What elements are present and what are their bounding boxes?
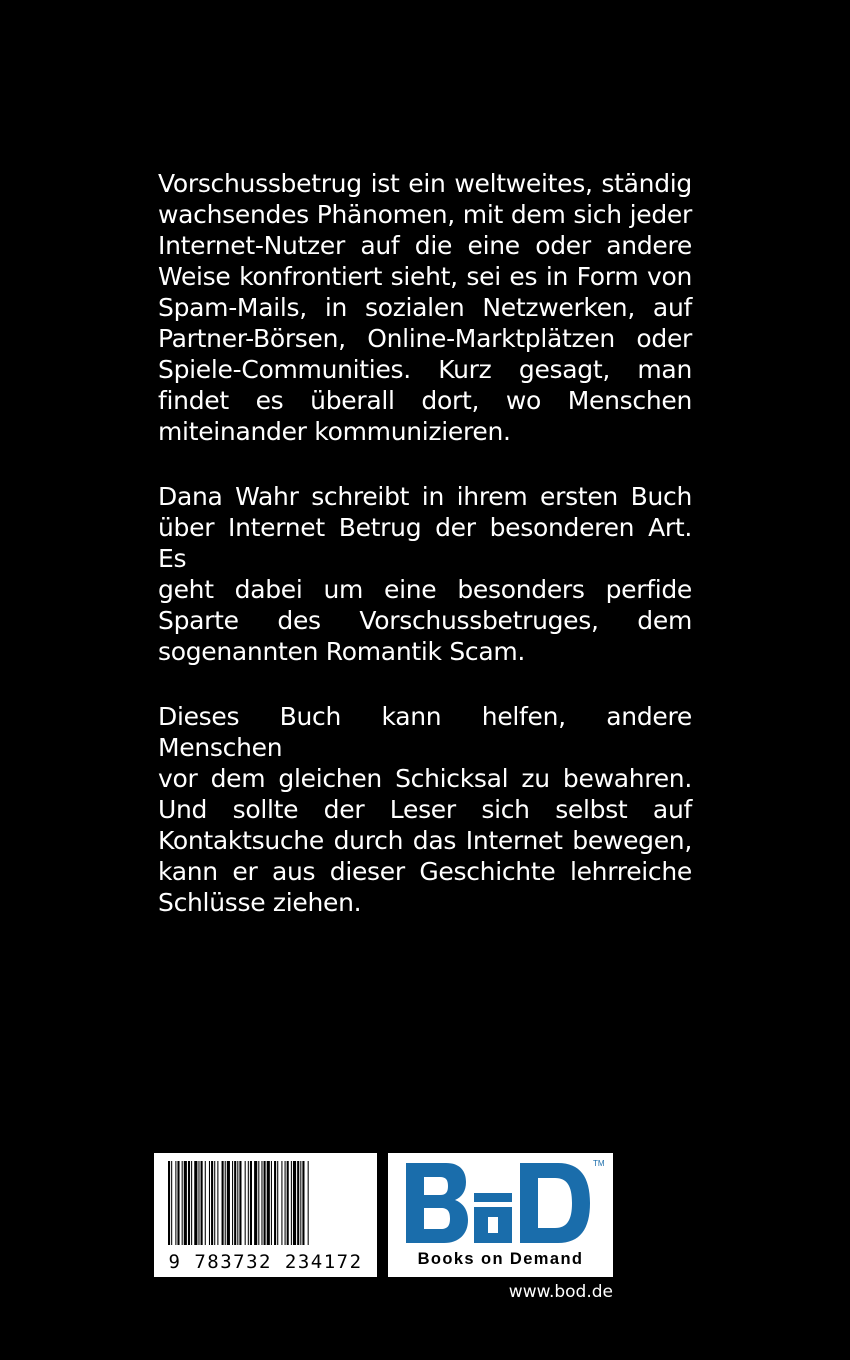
barcode-bar: [191, 1161, 192, 1245]
barcode-digits: 9 783732 234172: [168, 1251, 363, 1273]
blurb-line: Schlüsse ziehen.: [158, 888, 362, 917]
bod-logo-icon: [402, 1161, 594, 1245]
blurb-line: geht dabei um eine besonders perfide: [158, 575, 692, 604]
blurb-line: Dieses Buch kann helfen, andere Menschen: [158, 702, 692, 762]
blurb-paragraph-1: [158, 168, 692, 447]
blurb-paragraph-3: [158, 701, 692, 918]
barcode-bar: [274, 1161, 276, 1245]
trademark-mark: TM: [593, 1159, 605, 1168]
barcode-bar: [267, 1161, 270, 1245]
barcode-bar: [293, 1161, 296, 1245]
barcode-bar: [188, 1161, 190, 1245]
blurb-line: Internet-Nutzer auf die eine oder andere: [158, 231, 692, 260]
barcode-bar: [308, 1161, 309, 1245]
barcode-bar: [245, 1161, 246, 1245]
barcode-bar: [277, 1161, 278, 1245]
barcode-bar: [291, 1161, 292, 1245]
blurb-line: kann er aus dieser Geschichte lehrreiche: [158, 857, 692, 886]
blurb-line: Vorschussbetrug ist ein weltweites, ständig: [158, 169, 692, 198]
barcode-bar: [209, 1161, 210, 1245]
blurb-line: über Internet Betrug der besonderen Art. Es: [158, 513, 692, 573]
barcode-bar: [214, 1161, 215, 1245]
barcode-bar: [194, 1161, 197, 1245]
barcode-bar: [232, 1161, 233, 1245]
barcode-bar: [225, 1161, 226, 1245]
barcode-bar: [168, 1161, 170, 1245]
barcode-bar: [271, 1161, 272, 1245]
barcode-bar: [211, 1161, 213, 1245]
publisher-tagline: Books on Demand: [417, 1250, 584, 1268]
blurb-line: sogenannten Romantik Scam.: [158, 637, 526, 666]
barcode-bar: [250, 1161, 252, 1245]
barcode-bar: [171, 1161, 172, 1245]
blurb-line: miteinander kommunizieren.: [158, 417, 511, 446]
barcode-bar: [281, 1161, 282, 1245]
blurb-line: Und sollte der Leser sich selbst auf: [158, 795, 692, 824]
blurb-line: Weise konfrontiert sieht, sei es in Form von: [158, 262, 692, 291]
blurb-line: wachsendes Phänomen, mit dem sich jeder: [158, 200, 692, 229]
blurb-line: Sparte des Vorschussbetruges, dem: [158, 606, 692, 635]
barcode-bar: [258, 1161, 259, 1245]
blurb-line: vor dem gleichen Schicksal zu bewahren.: [158, 764, 692, 793]
blurb-line: Kontaktsuche durch das Internet bewegen,: [158, 826, 692, 855]
publisher-logo: [388, 1153, 613, 1277]
barcode-bar: [184, 1161, 187, 1245]
back-cover-blurb: [158, 168, 692, 952]
barcode-bar: [300, 1161, 301, 1245]
blurb-line: Partner-Börsen, Online-Marktplätzen oder: [158, 324, 692, 353]
barcode-bar: [198, 1161, 199, 1245]
blurb-line: findet es überall dort, wo Menschen: [158, 386, 692, 415]
barcode-bar: [234, 1161, 236, 1245]
barcode-bar: [175, 1161, 176, 1245]
barcode-bar: [302, 1161, 304, 1245]
barcode-bar: [239, 1161, 241, 1245]
barcode-bar: [287, 1161, 289, 1245]
barcode-bar: [254, 1161, 257, 1245]
barcode-bars: [168, 1161, 368, 1245]
barcode-bar: [217, 1161, 218, 1245]
barcode-bar: [205, 1161, 206, 1245]
blurb-paragraph-2: [158, 481, 692, 667]
barcode-bar: [237, 1161, 238, 1245]
barcode-bar: [264, 1161, 266, 1245]
barcode-bar: [285, 1161, 286, 1245]
barcode-bar: [201, 1161, 203, 1245]
isbn-barcode: [154, 1153, 377, 1277]
barcode-bar: [177, 1161, 179, 1245]
barcode-bar: [222, 1161, 224, 1245]
blurb-line: Spiele-Communities. Kurz gesagt, man: [158, 355, 692, 384]
barcode-bar: [182, 1161, 183, 1245]
publisher-url: www.bod.de: [508, 1282, 613, 1302]
blurb-line: Spam-Mails, in sozialen Netzwerken, auf: [158, 293, 692, 322]
barcode-bar: [227, 1161, 230, 1245]
blurb-line: Dana Wahr schreibt in ihrem ersten Buch: [158, 482, 692, 511]
barcode-bar: [297, 1161, 299, 1245]
barcode-bar: [248, 1161, 249, 1245]
barcode-bar: [261, 1161, 262, 1245]
